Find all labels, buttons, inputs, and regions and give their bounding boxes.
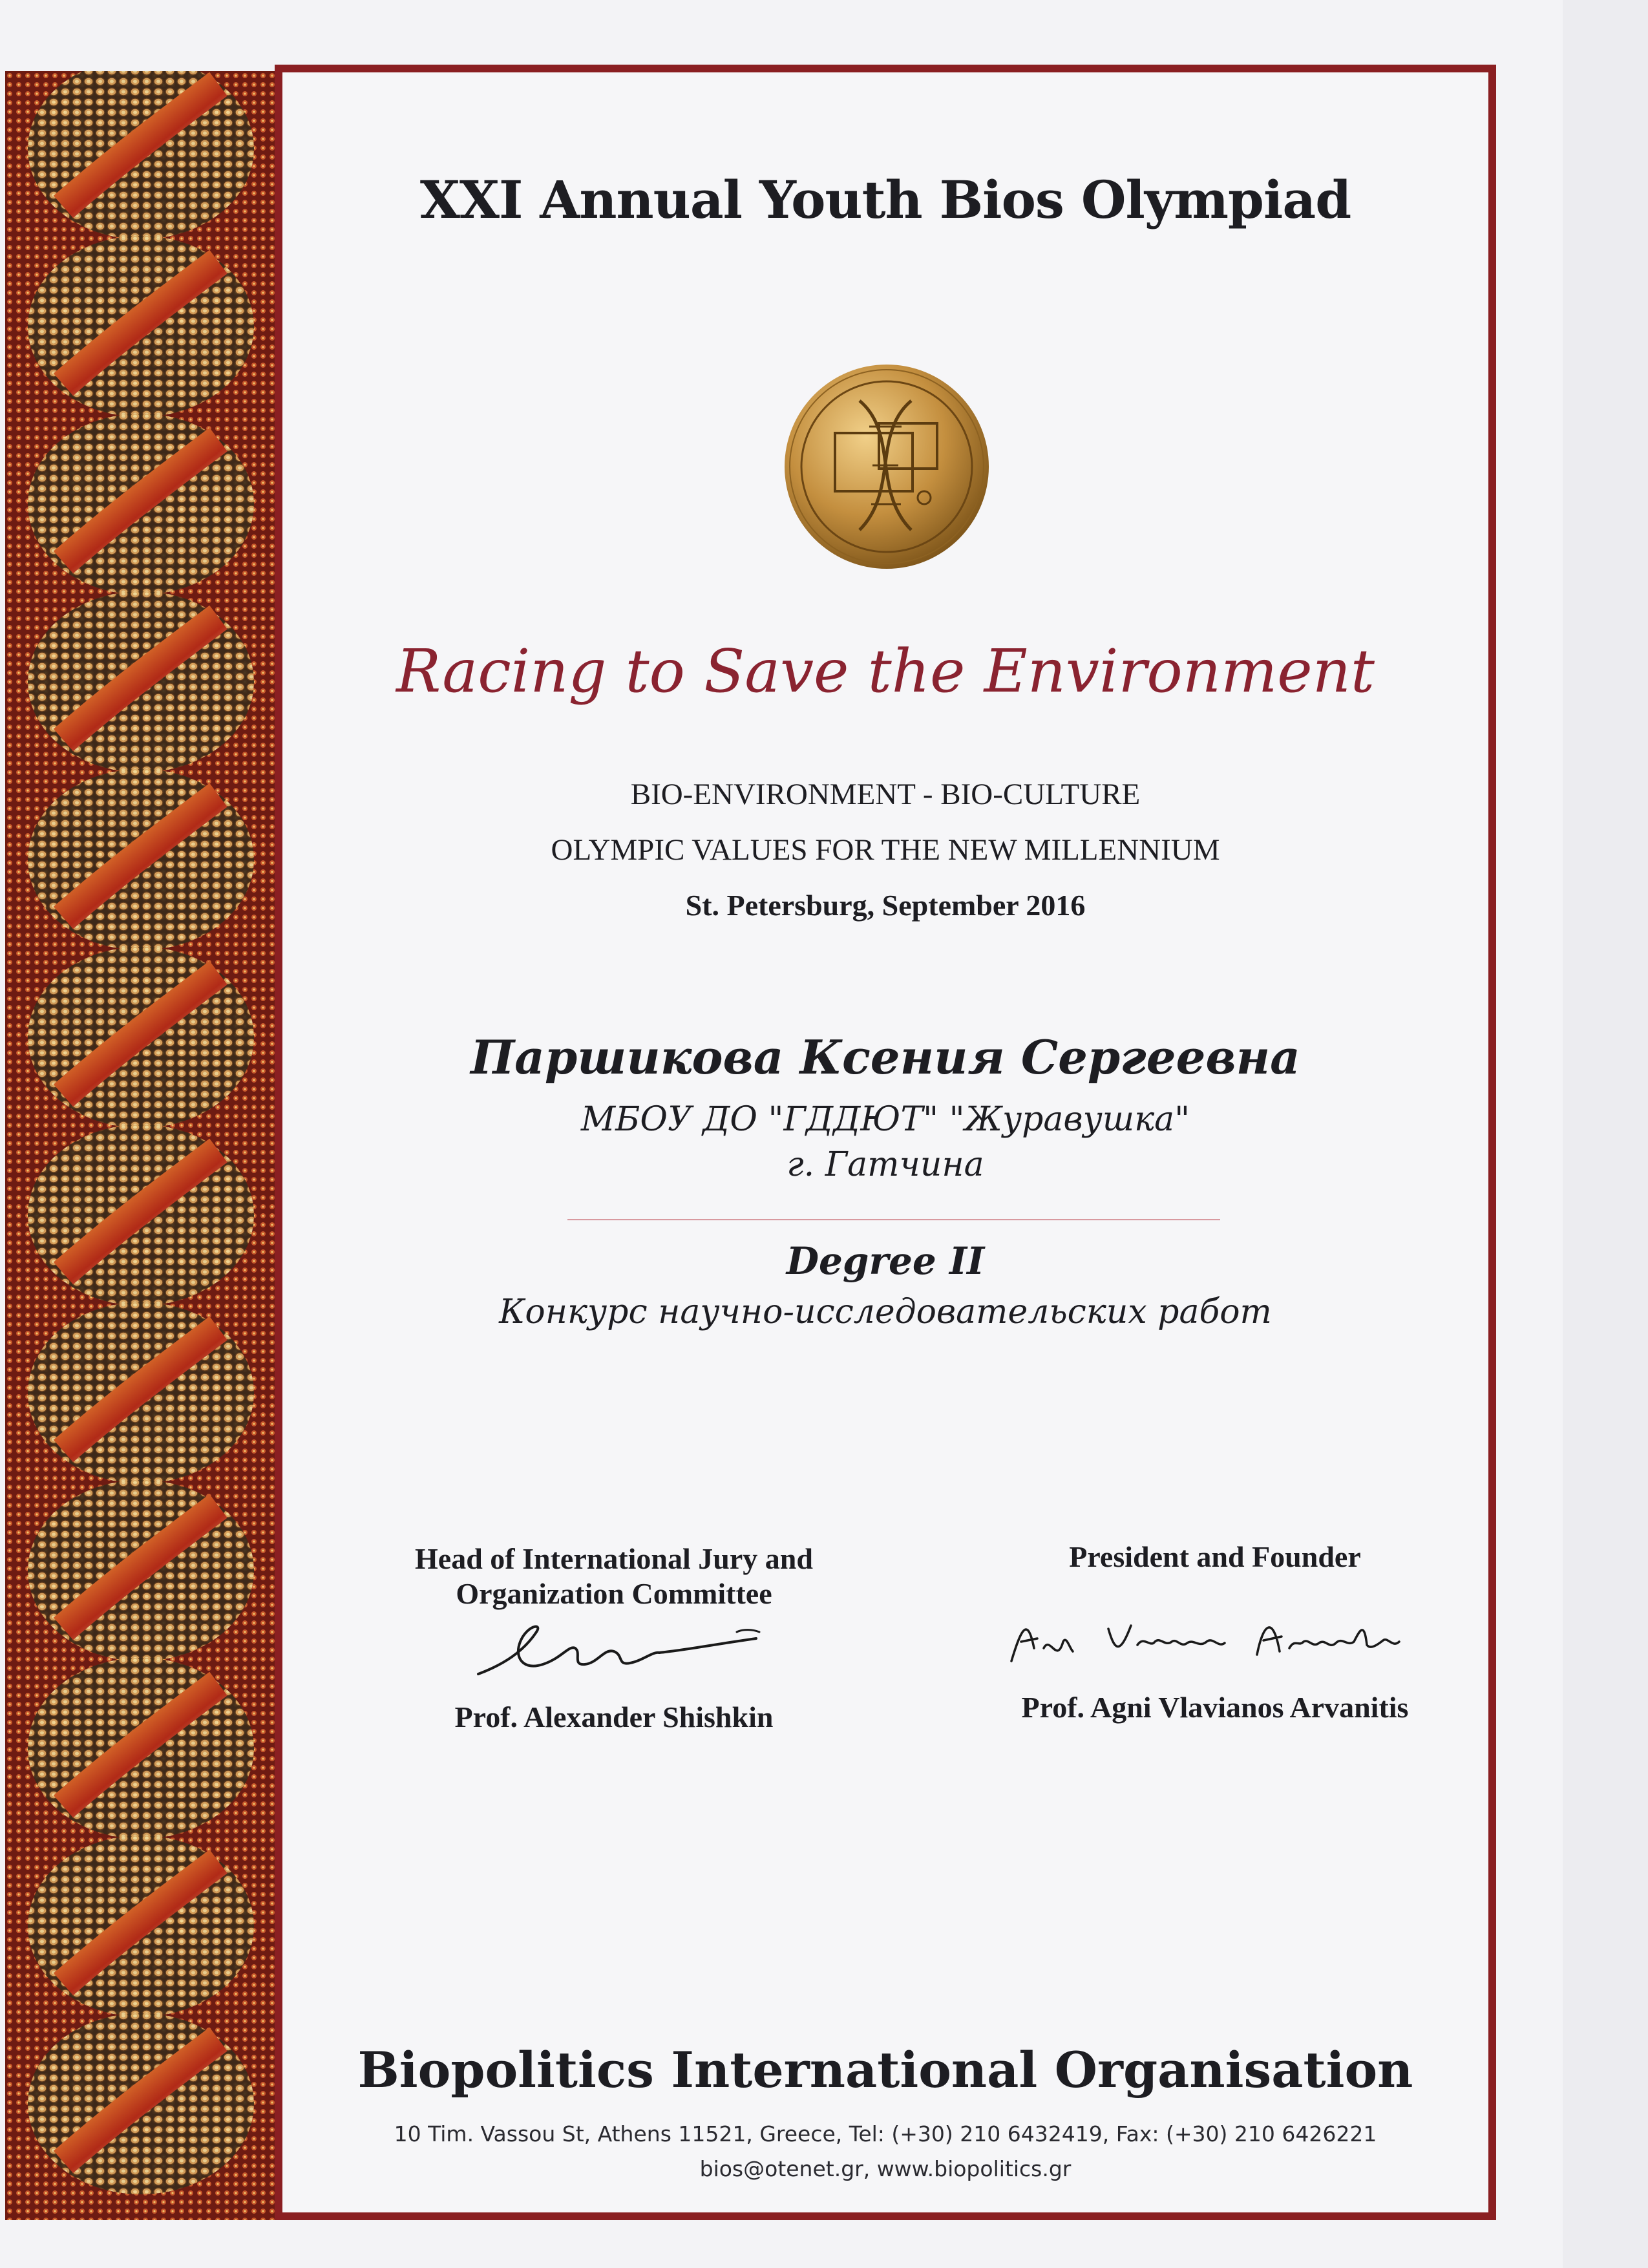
location-date: St. Petersburg, September 2016	[685, 889, 1086, 922]
signatory-right	[956, 1540, 1474, 1724]
signature-left	[465, 1613, 769, 1693]
subtitle-line-1: BIO-ENVIRONMENT - BIO-CULTURE	[630, 778, 1141, 811]
scan-margin	[1563, 0, 1648, 2268]
recipient-city: г. Гатчина	[787, 1145, 984, 1184]
signatory-left-name: Prof. Alexander Shishkin	[454, 1701, 774, 1733]
award-contest: Конкурс научно-исследовательских работ	[499, 1293, 1272, 1331]
subtitle-line-2: OLYMPIC VALUES FOR THE NEW MILLENNIUM	[551, 833, 1220, 867]
divider	[567, 1219, 1220, 1220]
organisation-name: Biopolitics International Organisation	[357, 2041, 1413, 2099]
signatory-left-role-line-1: Head of International Jury and	[415, 1542, 813, 1575]
recipient-school: МБОУ ДО "ГДДЮТ" "Журавушка"	[580, 1100, 1190, 1139]
signatory-right-role: President and Founder	[1069, 1540, 1361, 1573]
signatory-left	[362, 1542, 866, 1733]
signature-right	[1005, 1603, 1406, 1677]
award-degree: Degree II	[786, 1239, 985, 1283]
organisation-contact: bios@otenet.gr, www.biopolitics.gr	[699, 2156, 1072, 2181]
signatory-right-name: Prof. Agni Vlavianos Arvanitis	[1021, 1691, 1409, 1724]
bios-medal-icon	[782, 362, 992, 572]
signatory-left-role-line-2: Organization Committee	[456, 1577, 772, 1610]
recipient-name: Паршикова Ксения Сергеевна	[470, 1030, 1300, 1085]
theme-title: Racing to Save the Environment	[396, 637, 1375, 706]
organisation-address: 10 Tim. Vassou St, Athens 11521, Greece, Tel: (+30) 210 6432419, Fax: (+30) 210 6426221	[394, 2121, 1377, 2146]
olympiad-title: XXI Annual Youth Bios Olympiad	[419, 169, 1351, 230]
ornamental-border	[5, 71, 277, 2220]
